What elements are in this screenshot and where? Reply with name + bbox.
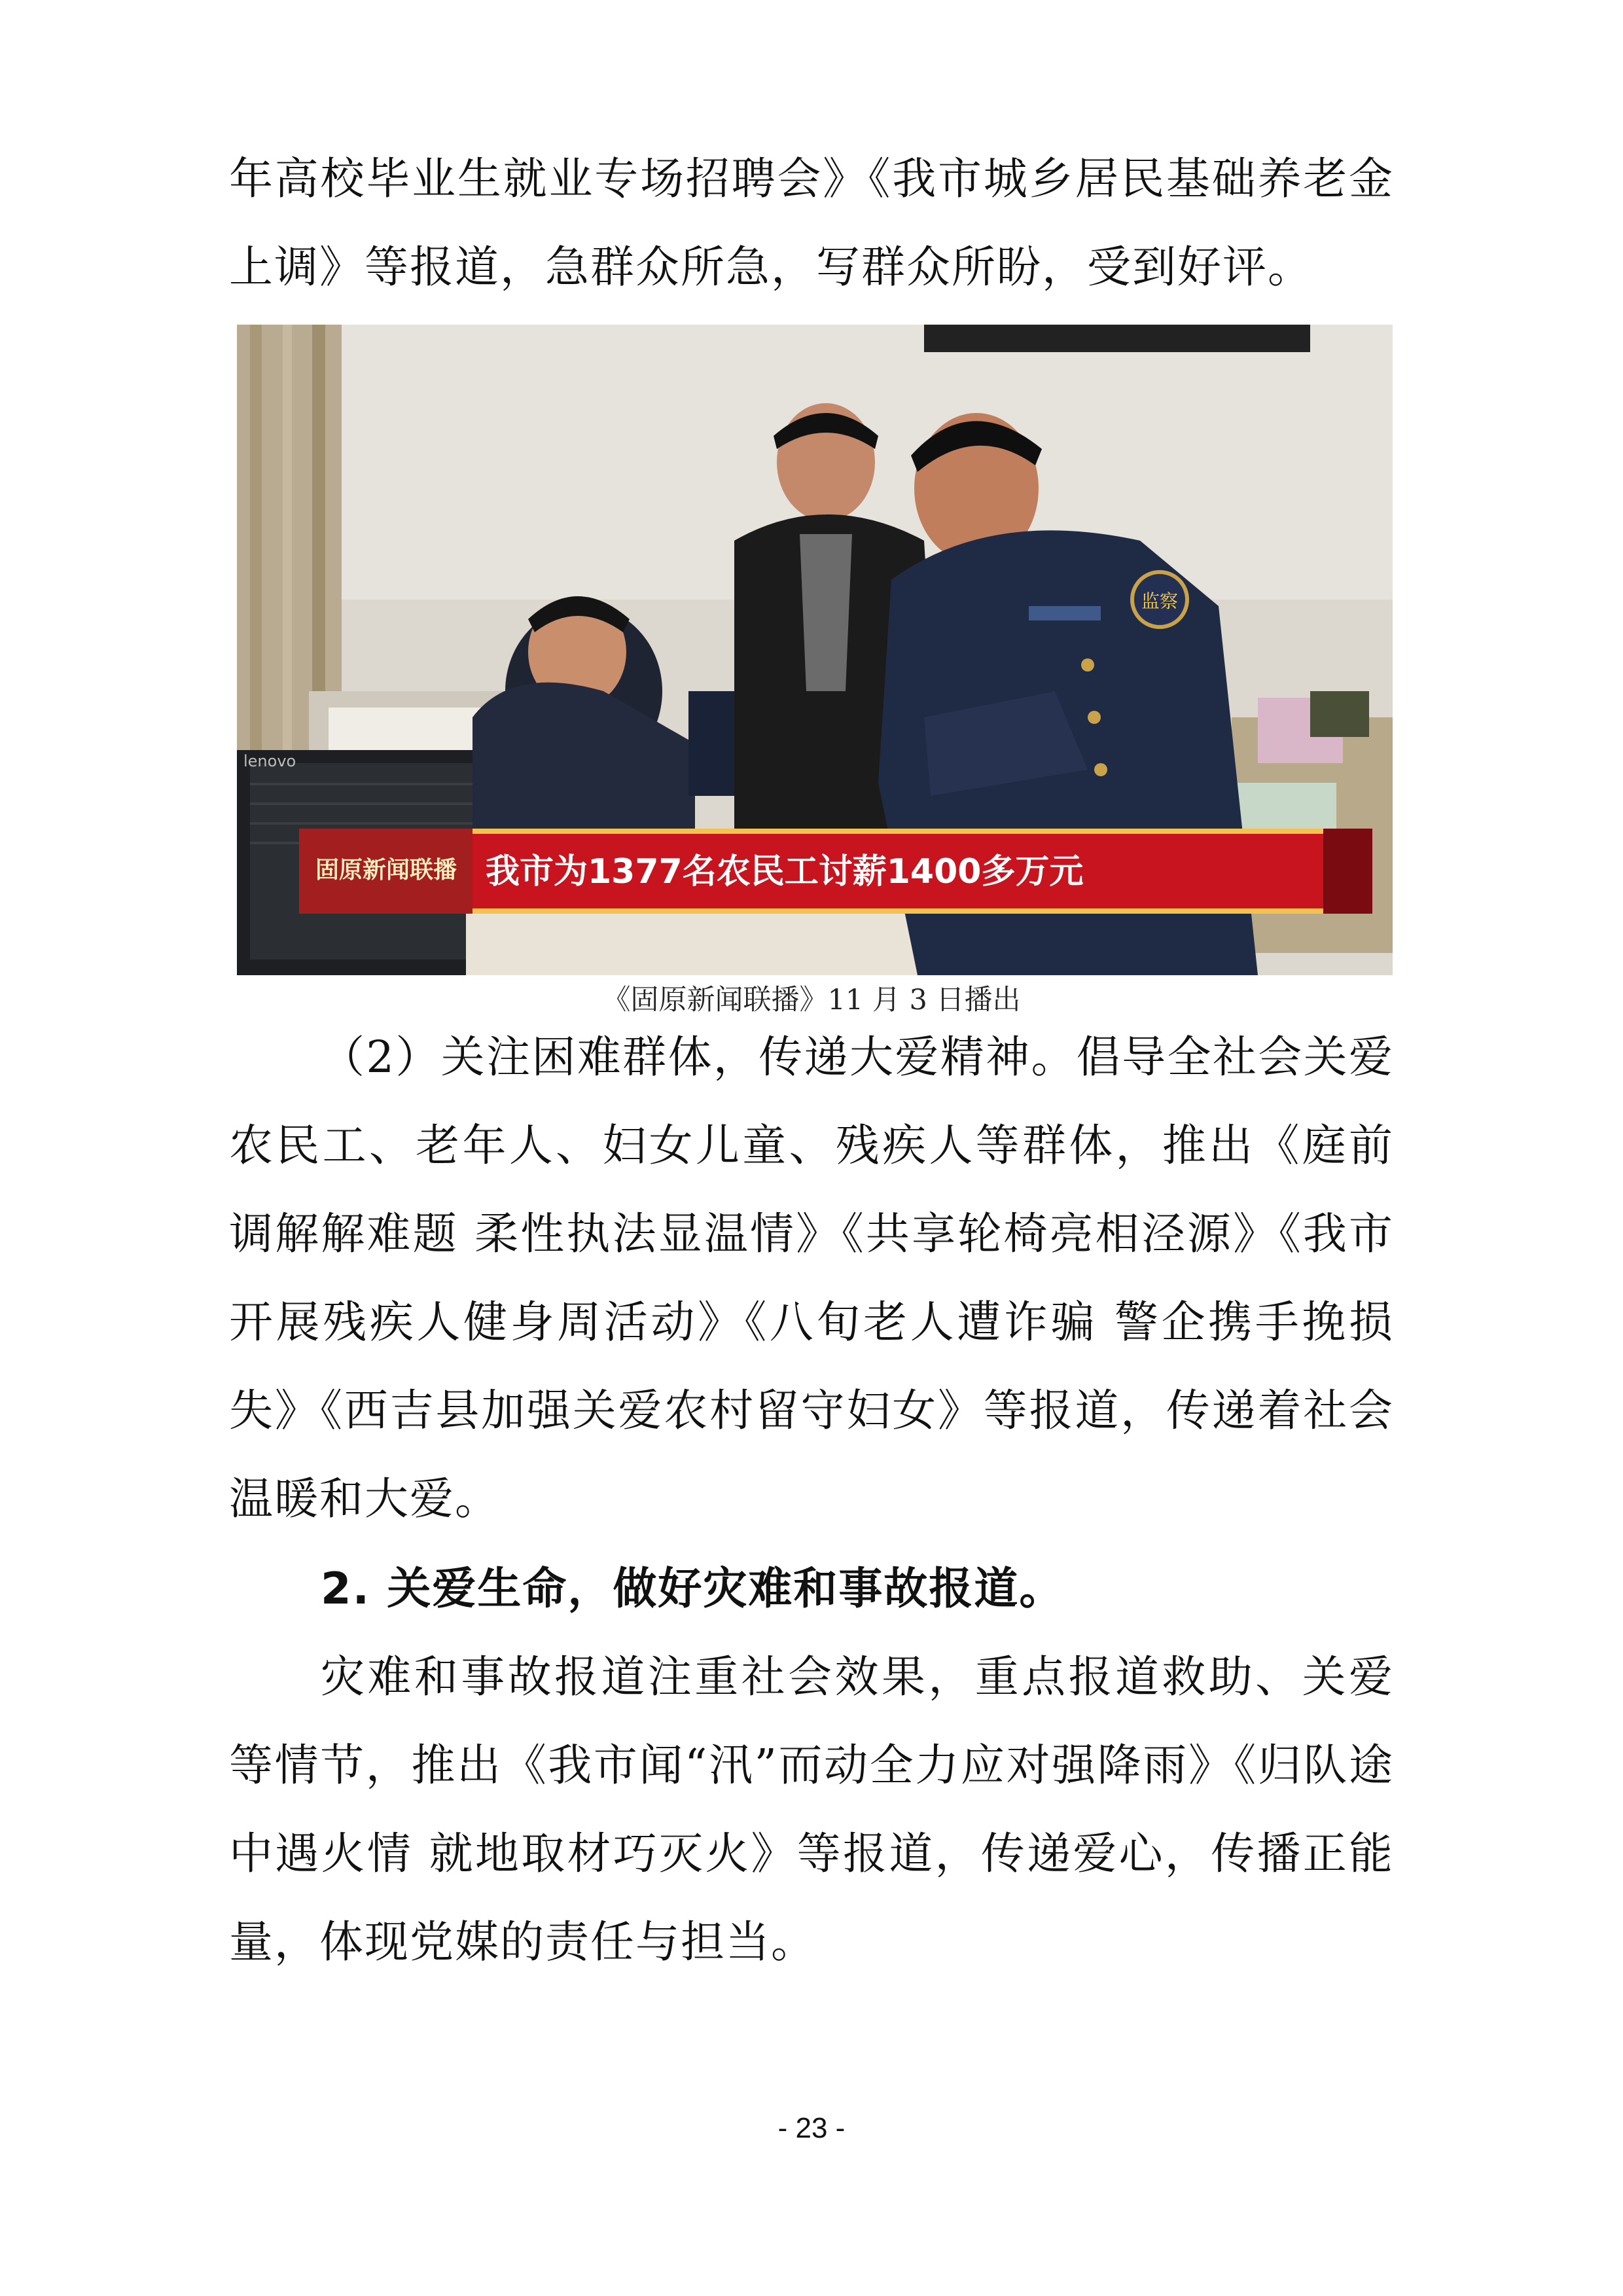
banner-logo: 固原新闻联播 [315,857,457,884]
page-number: - 23 - [777,2112,846,2144]
paragraph-disaster-reporting: 灾难和事故报道注重社会效果，重点报道救助、关爱等情节，推出《我市闻“汛”而动全力应对强降雨》《归队途中遇火情 就地取材巧灭火》等报道，传递爱心，传播正能量，体现党媒的责任与担当。 [229,1651,1394,1967]
banner-headline: 我市为1377名农民工讨薪1400多万元 [486,852,1084,891]
photo-caption: 《固原新闻联播》11 月 3 日播出 [602,984,1021,1016]
paragraph-care-groups: （2）关注困难群体，传递大爱精神。倡导全社会关爱农民工、老年人、妇女儿童、残疾人等群体，推出《庭前调解解难题 柔性执法显温情》《共享轮椅亮相泾源》《我市开展残疾人健身周活动》《八旬老人遭诈骗 警企携手挽损失》《西吉县加强关爱农村留守妇女》等报道，传递着社会温暖和大爱。 [229,1031,1394,1524]
badge-text: 监察 [1141,590,1179,612]
monitor-brand: lenovo [243,752,296,770]
intro-paragraph: 年高校毕业生就业专场招聘会》《我市城乡居民基础养老金上调》等报道，急群众所急，写群众所盼，受到好评。 [229,153,1394,293]
section-heading: 2. 关爱生命，做好灾难和事故报道。 [321,1563,1065,1614]
news-screenshot-photo [237,325,1393,975]
